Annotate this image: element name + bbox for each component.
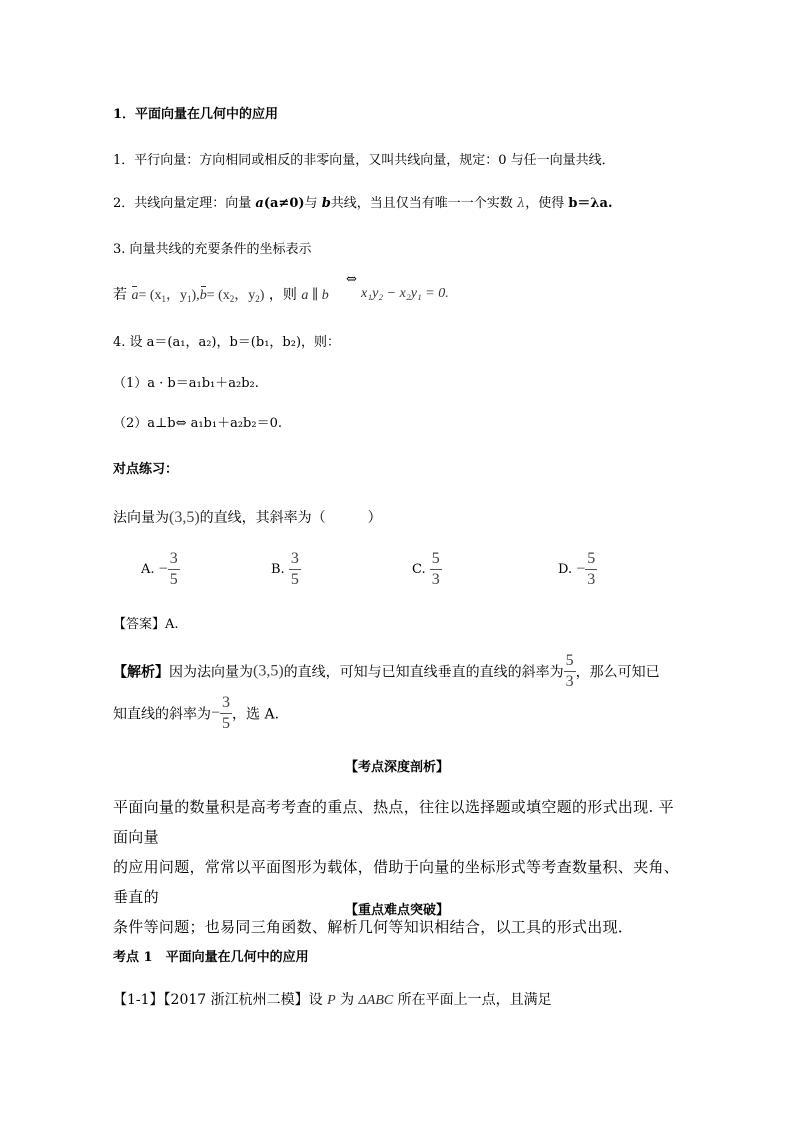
option-fraction: $\frac{3}{5}$ bbox=[290, 550, 299, 588]
analysis-fraction-2: $\frac{3}{5}$ bbox=[222, 694, 231, 732]
deep-line-2: 的应用问题，常常以平面图形为载体，借助于向量的坐标形式等考查数量积、夹角、垂直的 bbox=[113, 858, 680, 906]
item-coordinate-condition: 3. 向量共线的充要条件的坐标表示 bbox=[113, 242, 312, 257]
breakthrough-heading: 【重点难点突破】 bbox=[344, 903, 449, 918]
vector-b: b bbox=[321, 196, 331, 211]
analysis-sign: − bbox=[211, 704, 221, 722]
option-label: D. bbox=[558, 562, 573, 577]
analysis-text-3: ，那么可知已 bbox=[575, 664, 660, 681]
option-sign: − bbox=[158, 560, 168, 578]
item2-post: 共线，当且仅当有唯一一个实数 bbox=[330, 196, 513, 211]
option-label: B. bbox=[271, 562, 285, 577]
deep-paragraph bbox=[113, 792, 685, 942]
example-post: 所在平面上一点，且满足 bbox=[397, 992, 552, 1008]
section-heading: 1．平面向量在几何中的应用 bbox=[113, 107, 279, 122]
formula-a-1: = (x bbox=[138, 288, 162, 303]
formula-result-dot: . bbox=[445, 286, 449, 301]
option-c[interactable] bbox=[412, 551, 442, 588]
formula-vec-a: a bbox=[131, 288, 139, 303]
analysis-line-1 bbox=[113, 653, 660, 690]
analysis-text-5: ，选 A. bbox=[232, 706, 280, 723]
example-1-1 bbox=[113, 989, 552, 1009]
item2-mid: 与 bbox=[304, 196, 318, 211]
option-label: C. bbox=[412, 562, 426, 577]
option-fraction: $\frac{5}{3}$ bbox=[587, 550, 596, 588]
iff-symbol: ⇔ bbox=[346, 272, 357, 287]
formula-result bbox=[361, 286, 449, 302]
item2-pre: 2．共线向量定理：向量 bbox=[113, 196, 252, 211]
formula-b-1: = (x bbox=[206, 288, 230, 303]
practice-question bbox=[113, 507, 382, 527]
analysis-tag: 【解析】 bbox=[113, 664, 169, 681]
kaodian-heading: 考点 1 平面向量在几何中的应用 bbox=[113, 950, 309, 965]
deep-line-3: 条件等问题；也易同三角函数、解析几何等知识相结合，以工具的形式出现． bbox=[113, 918, 634, 936]
item2-tail: ，使得 bbox=[525, 196, 565, 211]
option-b[interactable] bbox=[271, 551, 301, 588]
analysis-text-2: 的直线，可知与已知直线垂直的直线的斜率为 bbox=[283, 664, 564, 681]
formula-then: ，则 bbox=[268, 287, 297, 303]
item-parallel-vectors: 1．平行向量：方向相同或相反的非零向量，又叫共线向量，规定：0 与任一向量共线． bbox=[113, 153, 615, 168]
deep-heading: 【考点深度剖析】 bbox=[344, 760, 449, 775]
analysis-fraction-1: $\frac{5}{3}$ bbox=[565, 652, 574, 690]
analysis-line-2 bbox=[113, 695, 279, 732]
formula-vec-b: b bbox=[199, 288, 207, 303]
option-sign: − bbox=[576, 560, 586, 578]
option-label: A. bbox=[141, 562, 155, 577]
option-fraction: $\frac{3}{5}$ bbox=[169, 550, 178, 588]
formula-parallel: a ∥ b bbox=[301, 288, 329, 303]
item-dot-product: （1）a · b＝a₁b₁＋a₂b₂. bbox=[113, 376, 259, 391]
triangle-ABC: ΔABC bbox=[358, 993, 394, 1008]
question-vector: (3,5) bbox=[169, 509, 200, 526]
analysis-text-4: 知直线的斜率为 bbox=[113, 706, 211, 723]
option-a[interactable] bbox=[141, 551, 180, 588]
question-pre: 法向量为 bbox=[113, 510, 169, 526]
example-tag: 【1-1】【2017 浙江杭州二模】设 bbox=[113, 992, 323, 1008]
option-fraction: $\frac{5}{3}$ bbox=[431, 550, 440, 588]
option-d[interactable] bbox=[558, 551, 597, 588]
item2-cond: (a≠0) bbox=[263, 196, 305, 211]
lambda-symbol: λ bbox=[516, 196, 526, 211]
example-mid: 为 bbox=[340, 992, 355, 1008]
coordinate-formula: 若 $a= (x_1$，$y_1),b= (x_2$，$y_2$) ，则 a ∥ b bbox=[113, 287, 329, 304]
formula-a-2: ，y bbox=[166, 288, 188, 303]
deep-line-1: 平面向量的数量积是高考考查的重点、热点，往往以选择题或填空题的形式出现. 平面向量 bbox=[113, 798, 674, 846]
vector-a: a bbox=[255, 196, 264, 211]
item-perpendicular: （2）a⊥b⇔ a₁b₁＋a₂b₂＝0. bbox=[113, 416, 282, 431]
item2-equation: b＝λa. bbox=[568, 196, 613, 211]
formula-b-2: ，y bbox=[234, 288, 256, 303]
point-P: P bbox=[327, 993, 336, 1008]
item-dot-product-setup: 4. 设 a＝(a₁，a₂)，b＝(b₁，b₂)，则： bbox=[113, 335, 341, 350]
analysis-text-1: 因为法向量为 bbox=[169, 664, 253, 681]
question-post: 的直线，其斜率为（ ） bbox=[199, 510, 382, 526]
formula-a-3: ), bbox=[191, 288, 200, 303]
practice-heading: 对点练习： bbox=[113, 462, 179, 477]
formula-b-3: ) bbox=[259, 288, 265, 303]
answer: 【答案】A. bbox=[113, 617, 179, 632]
analysis-vector: (3,5) bbox=[253, 662, 284, 680]
item-collinear-theorem bbox=[113, 192, 613, 211]
formula-result-text: x₁y₂ − x₂y₁ = 0 bbox=[361, 286, 446, 301]
formula-if: 若 bbox=[113, 287, 127, 303]
